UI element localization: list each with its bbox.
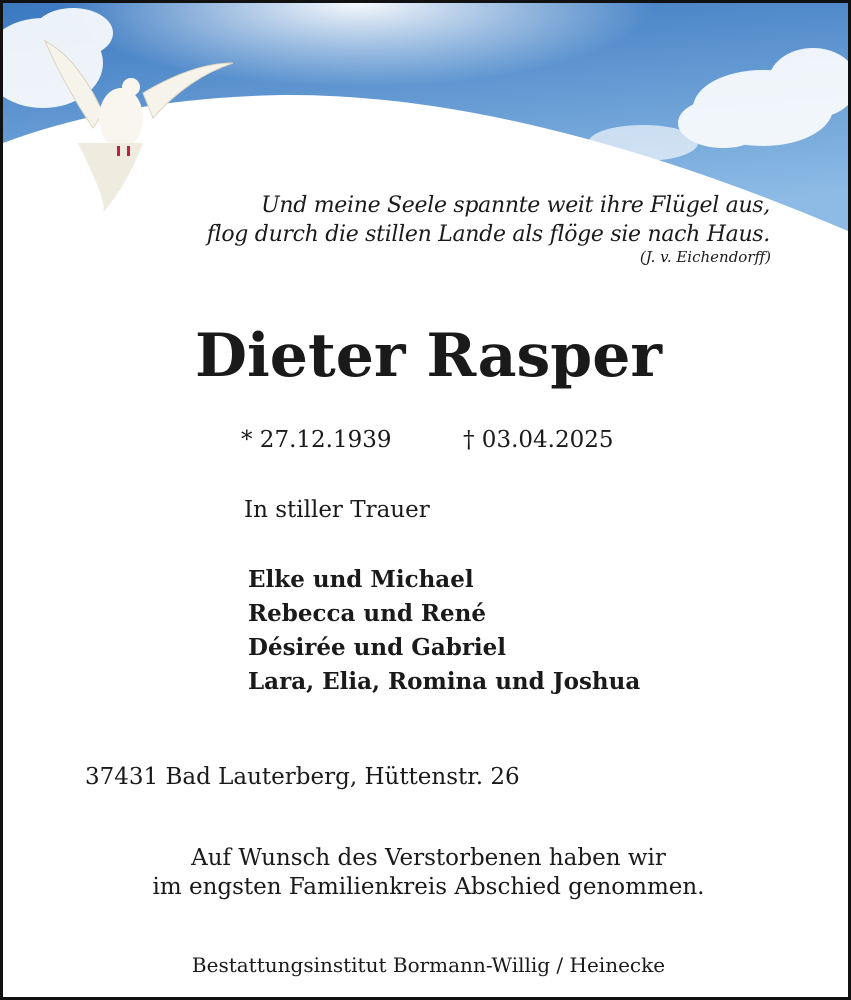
address: 37431 Bad Lauterberg, Hüttenstr. 26	[85, 764, 520, 790]
funeral-home: Bestattungsinstitut Bormann-Willig / Heinecke	[191, 953, 666, 977]
death-date: † 03.04.2025	[463, 427, 614, 453]
quote-line-2: flog durch die stillen Lande als flöge sie nach Haus.	[206, 222, 770, 247]
family-member: Rebecca und René	[248, 600, 487, 627]
closing-line-2: im engsten Familienkreis Abschied genommen.	[152, 874, 705, 900]
deceased-name: Dieter Rasper	[194, 321, 663, 391]
family-member: Elke und Michael	[248, 566, 474, 593]
quote-author: (J. v. Eichendorff)	[639, 248, 771, 266]
family-member: Lara, Elia, Romina und Joshua	[248, 668, 641, 695]
quote-line-1: Und meine Seele spannte weit ihre Flügel aus,	[261, 193, 770, 218]
closing-line-1: Auf Wunsch des Verstorbenen haben wir	[191, 845, 666, 871]
mourning-line: In stiller Trauer	[244, 497, 430, 523]
family-member: Désirée und Gabriel	[248, 634, 507, 661]
birth-date: * 27.12.1939	[241, 427, 392, 453]
